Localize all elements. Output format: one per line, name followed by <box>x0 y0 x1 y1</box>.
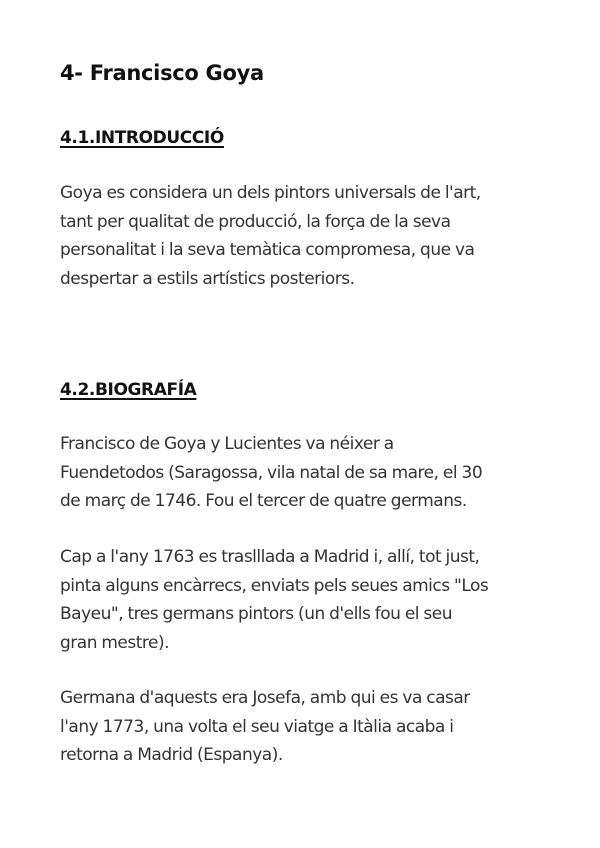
text-line: Cap a l'any 1763 es traslllada a Madrid i, allí, tot just, <box>60 547 480 567</box>
paragraph-biografia-naixement <box>60 430 560 516</box>
text-line: Goya es considera un dels pintors universals de l'art, <box>60 183 481 203</box>
paragraph-introduccio <box>60 179 560 293</box>
text-line: Fuendetodos (Saragossa, vila natal de sa mare, el 30 <box>60 462 483 483</box>
text-line: gran mestre). <box>60 632 170 653</box>
text-line: l'any 1773, una volta el seu viatge a Itàlia acaba i <box>60 716 454 737</box>
text-line: de març de 1746. Fou el tercer de quatre germans. <box>60 491 467 511</box>
text-line: despertar a estils artístics posteriors. <box>60 268 355 289</box>
paragraph-biografia-madrid <box>60 543 560 657</box>
text-line: personalitat i la seva temàtica compromesa, que va <box>60 240 475 260</box>
text-line: Francisco de Goya y Lucientes va néixer a <box>60 434 394 454</box>
section-heading-biografia: 4.2.BIOGRAFÍA <box>60 380 197 400</box>
text-line: retorna a Madrid (Espanya). <box>60 745 283 765</box>
text-line: pinta alguns encàrrecs, enviats pels seues amics "Los <box>60 575 489 596</box>
section-heading-introduccio: 4.1.INTRODUCCIÓ <box>60 128 224 148</box>
paragraph-biografia-casament <box>60 684 560 770</box>
text-line: Germana d'aquests era Josefa, amb qui es va casar <box>60 688 470 708</box>
text-line: tant per qualitat de producció, la força de la seva <box>60 211 451 232</box>
text-line: Bayeu", tres germans pintors (un d'ells fou el seu <box>60 604 453 624</box>
document-title: 4- Francisco Goya <box>60 61 264 85</box>
